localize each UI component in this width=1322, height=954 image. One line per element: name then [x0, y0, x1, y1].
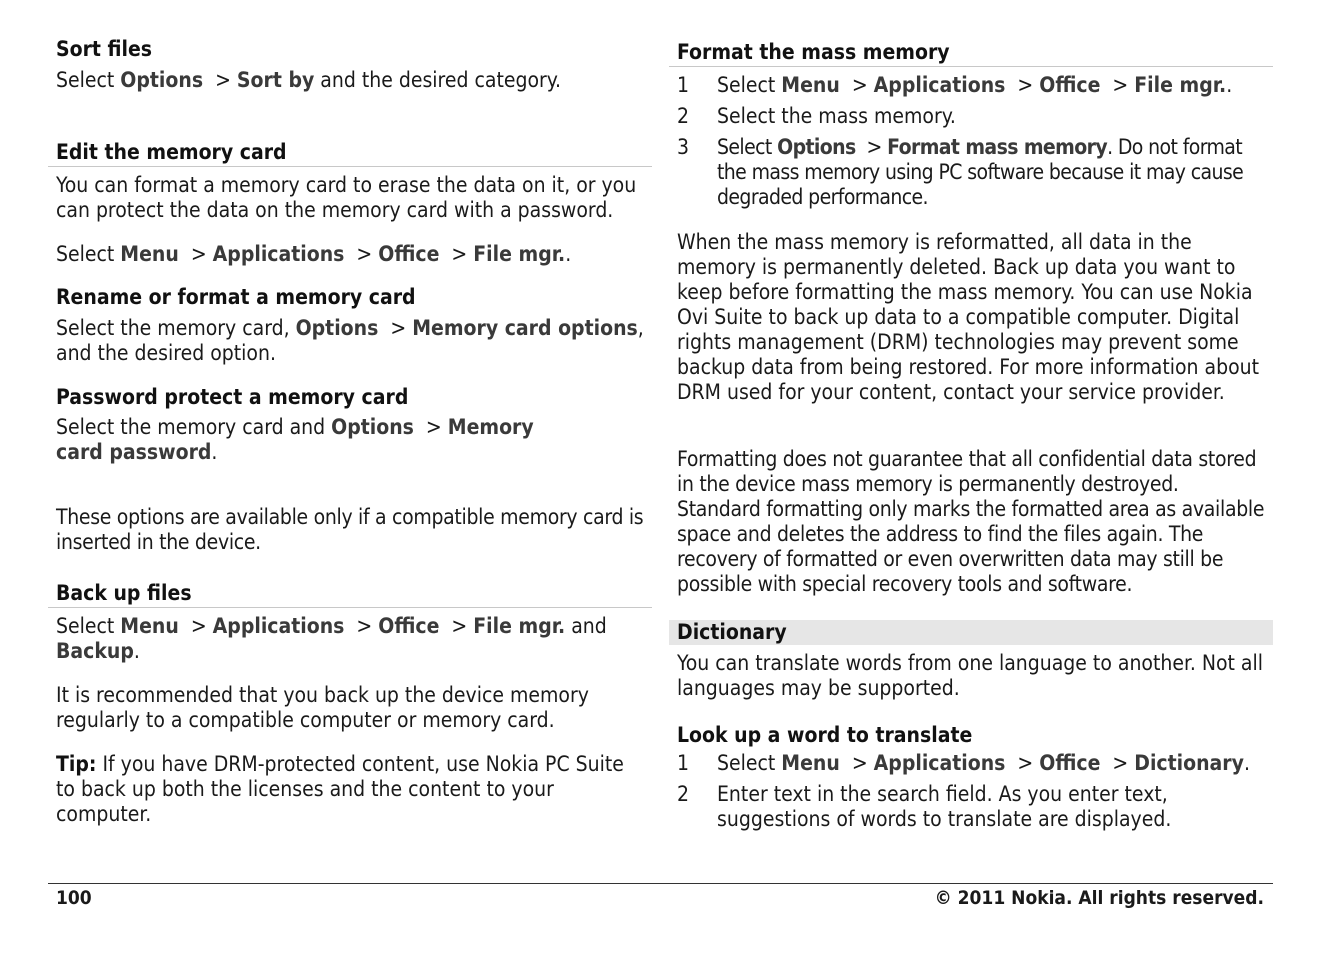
dictionary-section	[669, 620, 1273, 832]
back-up-heading: Back up files	[48, 581, 652, 608]
sort-files-heading: Sort files	[56, 37, 153, 61]
password-protect-text: Select the memory card and Options > Memory card password.	[56, 415, 534, 464]
back-up-section	[48, 581, 652, 827]
format-mass-section	[669, 40, 1273, 210]
list-item: 1 Select Menu > Applications > Office > File mgr..	[677, 73, 1233, 97]
sort-files-section	[48, 37, 652, 93]
back-up-path: Select Menu > Applications > Office > File mgr. and Backup.	[56, 614, 607, 663]
back-up-recommend: It is recommended that you back up the device memory regularly to a compatible computer or memory card.	[56, 683, 589, 732]
sort-files-text: Select Options > Sort by and the desired category.	[56, 68, 561, 92]
format-mass-steps	[669, 73, 1273, 210]
password-protect-heading: Password protect a memory card	[56, 385, 409, 409]
rename-format-heading: Rename or format a memory card	[56, 285, 416, 309]
rename-format-text: Select the memory card, Options > Memory card options, and the desired option.	[56, 316, 644, 365]
edit-memory-card-intro: You can format a memory card to erase the data on it, or you can protect the data on the memory card with a password.	[56, 173, 637, 222]
options-term: Options	[120, 68, 204, 92]
edit-memory-card-path: Select Menu > Applications > Office > File mgr..	[56, 242, 572, 266]
dictionary-intro: You can translate words from one language to another. Not all languages may be supported.	[677, 651, 1263, 700]
tip-paragraph	[48, 752, 652, 827]
list-item: 2 Select the mass memory.	[677, 104, 956, 128]
format-para-1: When the mass memory is reformatted, all data in the memory is permanently deleted. Back up data you want to keep before formatting the mass memory. You can use Nokia Ovi Suite to back up data to a compatible computer. Digital rights management (DRM) technologies may prevent some backup data from being restored. For more information about DRM used for your content, contact your service provider.	[677, 230, 1260, 404]
copyright: © 2011 Nokia. All rights reserved.	[934, 887, 1264, 909]
list-item: 3 Select Options > Format mass memory. Do not format the mass memory using PC software because it may cause degraded performance.	[677, 135, 1244, 209]
password-protect-section	[48, 385, 652, 465]
page-number: 100	[56, 887, 92, 909]
footer-divider	[48, 883, 1273, 884]
format-mass-heading: Format the mass memory	[669, 40, 1273, 67]
compat-note: These options are available only if a compatible memory card is inserted in the device.	[56, 505, 644, 554]
list-item: 2 Enter text in the search field. As you enter text, suggestions of words to translate are displayed.	[677, 782, 1172, 831]
rename-format-section	[48, 285, 652, 366]
lookup-heading: Look up a word to translate	[677, 723, 973, 747]
edit-memory-card-section	[48, 140, 652, 267]
dictionary-heading: Dictionary	[669, 620, 1273, 645]
tip-label: Tip:	[56, 752, 97, 776]
sort-by-term: Sort by	[236, 68, 315, 92]
lookup-steps	[669, 751, 1273, 832]
edit-memory-card-heading: Edit the memory card	[48, 140, 652, 167]
list-item: 1 Select Menu > Applications > Office > Dictionary.	[677, 751, 1250, 775]
tip-text: If you have DRM-protected content, use Nokia PC Suite to back up both the licenses and the content to your computer.	[56, 752, 624, 826]
format-para-2: Formatting does not guarantee that all confidential data stored in the device mass memory is permanently destroyed. Standard formatting only marks the formatted area as available space and deletes the address to find the files again. The recovery of formatted or even overwritten data may still be possible with special recovery tools and software.	[677, 447, 1265, 596]
